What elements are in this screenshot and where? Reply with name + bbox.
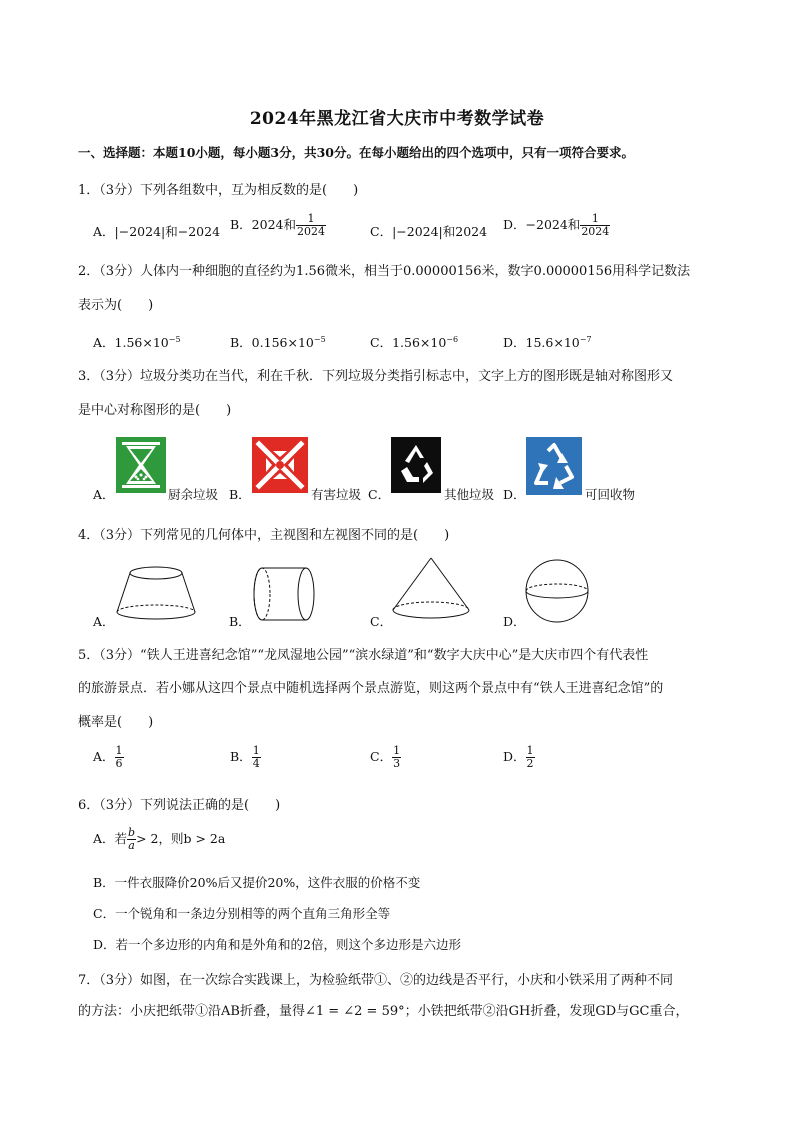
question-5-stem-line2: 的旅游景点．若小娜从这四个景点中随机选择两个景点游览，则这两个景点中有“铁人王进喜纪念馆”的	[78, 681, 664, 696]
q5-option-a-fraction: $\frac{1}{6}$	[115, 744, 123, 770]
q5-option-b-fraction: $\frac{1}{4}$	[252, 744, 260, 770]
q1-option-a: A．|−2024|和−2024	[93, 224, 221, 239]
q6-option-c: C．一个锐角和一条边分别相等的两个直角三角形全等	[93, 906, 391, 921]
q5-option-c: C． $\frac{1}{3}$	[370, 744, 401, 770]
q6-option-a-fraction: $\frac{b}{a}$	[128, 826, 136, 852]
q3-option-c-label: 其他垃圾	[444, 487, 495, 502]
q1-option-b-fraction: $\frac{1}{2024}$	[297, 212, 325, 238]
question-6-stem: 6．（3分）下列说法正确的是( )	[78, 798, 281, 813]
q5-option-d-fraction: $\frac{1}{2}$	[526, 744, 534, 770]
q1-option-d	[503, 213, 610, 238]
q3-option-c-letter: C．	[368, 487, 391, 502]
q6-option-a: A．若 $\frac{b}{a}$ > 2，则b > 2a	[93, 826, 226, 852]
question-2-stem-line2: 表示为( )	[78, 298, 154, 313]
question-7-stem-line1: 7．（3分）如图，在一次综合实践课上，为检验纸带①、②的边线是否平行，小庆和小铁采用了两种不同	[78, 973, 674, 988]
q3-option-b-label: 有害垃圾	[311, 487, 362, 502]
q5-option-b: B． $\frac{1}{4}$	[230, 744, 260, 770]
other-waste-icon	[391, 437, 441, 493]
frustum-shape	[114, 564, 198, 622]
q2-option-c: C．$1.56\times 10^{-6}$	[370, 334, 459, 350]
q4-option-d: D．	[503, 614, 526, 629]
q1-option-b	[230, 213, 326, 238]
q1-option-b-text: B．2024和	[230, 217, 296, 232]
q6-option-b: B．一件衣服降价20%后又提价20%，这件衣服的价格不变	[93, 875, 421, 890]
section-heading: 一、选择题：本题10小题，每小题3分，共30分。在每小题给出的四个选项中，只有一项符合要求。	[78, 145, 634, 160]
kitchen-waste-icon	[116, 437, 166, 493]
question-3-stem-line2: 是中心对称图形的是( )	[78, 403, 232, 418]
q2-option-d: D．$15.6\times 10^{-7}$	[503, 334, 592, 350]
q2-option-a: A．$1.56\times 10^{-5}$	[93, 334, 181, 350]
page-title: 2024年黑龙江省大庆市中考数学试卷	[249, 109, 545, 129]
q3-option-b-letter: B．	[229, 487, 251, 502]
question-5-stem-line3: 概率是( )	[78, 715, 154, 730]
question-3-stem-line1: 3．（3分）垃圾分类功在当代，利在千秋．下列垃圾分类指引标志中，文字上方的图形既是轴对称图形又	[78, 369, 674, 384]
q3-option-a-letter: A．	[93, 487, 115, 502]
hazardous-waste-icon	[252, 437, 308, 493]
q1-option-d-fraction: $\frac{1}{2024}$	[581, 212, 610, 238]
q3-option-d-label: 可回收物	[585, 487, 636, 502]
q4-option-c: C．	[370, 614, 393, 629]
q5-option-a: A． $\frac{1}{6}$	[93, 744, 123, 770]
cylinder-shape	[250, 565, 318, 625]
question-5-stem-line1: 5．（3分）“铁人王进喜纪念馆”“龙凤湿地公园”“滨水绿道”和“数字大庆中心”是大庆市四个有代表性	[78, 648, 649, 663]
question-2-stem-line1: 2．（3分）人体内一种细胞的直径约为1.56微米，相当于0.00000156米，数字0.00000156用科学记数法	[78, 264, 691, 279]
cone-shape	[390, 556, 472, 624]
q4-option-a: A．	[93, 614, 115, 629]
question-7-stem-line2: 的方法：小庆把纸带①沿AB折叠，量得∠1 = ∠2 = 59°；小铁把纸带②沿GH折叠，发现GD与GC重合，	[78, 1004, 689, 1019]
q6-option-d: D．若一个多边形的内角和是外角和的2倍，则这个多边形是六边形	[93, 937, 461, 952]
q4-option-b: B．	[229, 614, 251, 629]
q1-option-c: C．|−2024|和2024	[370, 224, 488, 239]
question-1-stem: 1．（3分）下列各组数中，互为相反数的是( )	[78, 183, 359, 198]
recyclable-icon	[526, 437, 582, 495]
q3-option-a-label: 厨余垃圾	[168, 487, 219, 502]
q2-option-b: B．$0.156\times 10^{-5}$	[230, 334, 326, 350]
q5-option-d: D． $\frac{1}{2}$	[503, 744, 534, 770]
question-4-stem: 4．（3分）下列常见的几何体中，主视图和左视图不同的是( )	[78, 528, 450, 543]
sphere-shape	[524, 558, 590, 624]
q1-option-d-text: D．−2024和	[503, 217, 581, 232]
q3-option-d-letter: D．	[503, 487, 526, 502]
q5-option-c-fraction: $\frac{1}{3}$	[393, 744, 401, 770]
